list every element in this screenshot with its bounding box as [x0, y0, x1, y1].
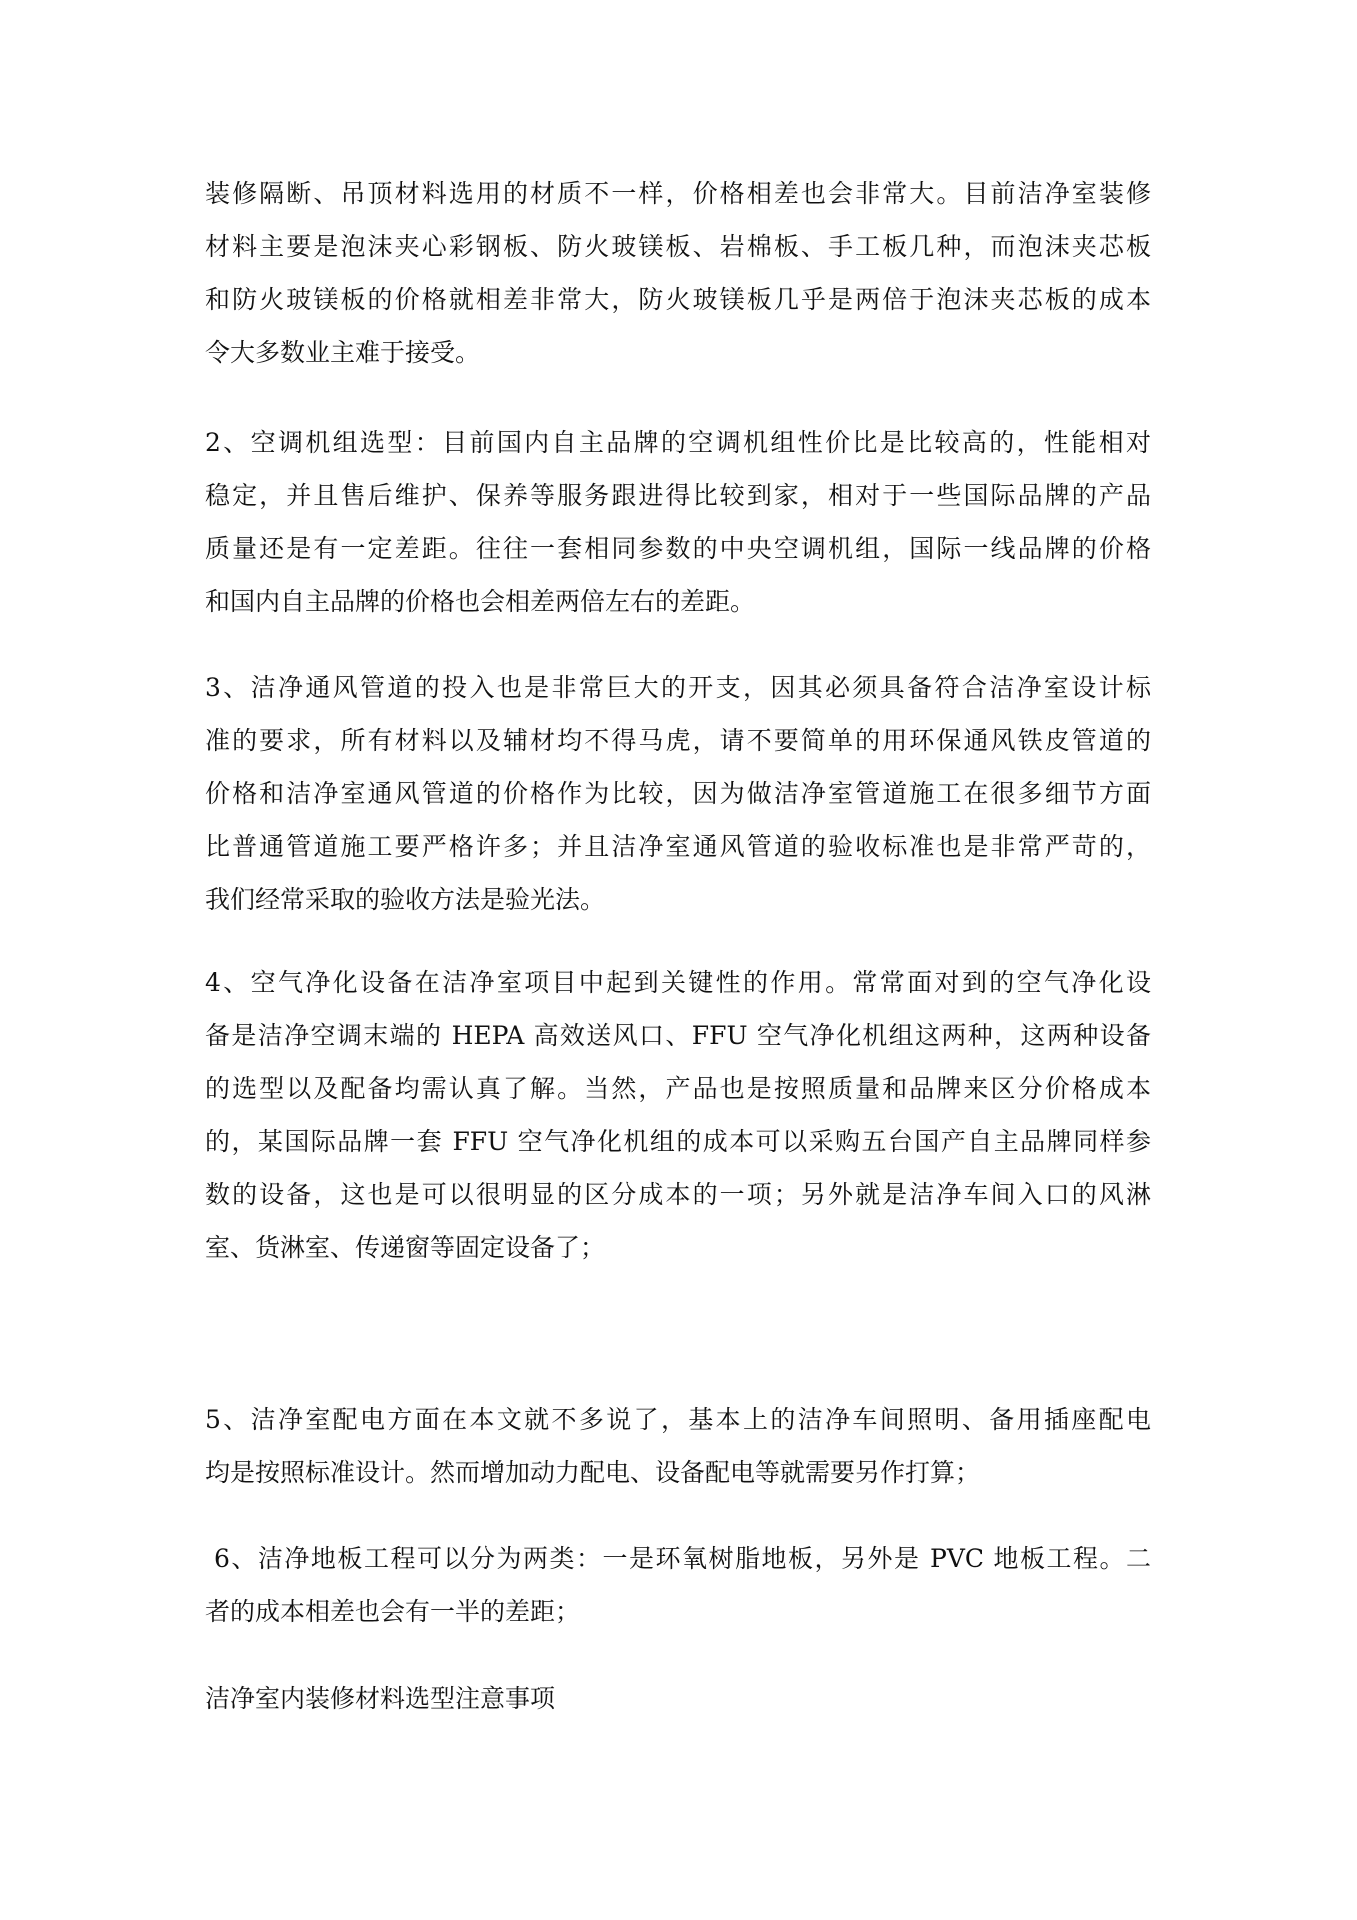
paragraph-line: 和国内自主品牌的价格也会相差两倍左右的差距。: [205, 587, 756, 616]
paragraph-line: 和防火玻镁板的价格就相差非常大，防火玻镁板几乎是两倍于泡沫夹芯板的成本: [205, 285, 1151, 314]
section-heading: [205, 1672, 1151, 1725]
paragraph-line: 者的成本相差也会有一半的差距；: [205, 1597, 581, 1626]
paragraph-intro-partition: [205, 167, 1151, 379]
paragraph-line: 稳定，并且售后维护、保养等服务跟进得比较到家，相对于一些国际品牌的产品: [205, 481, 1151, 510]
paragraph-line: 备是洁净空调末端的 HEPA 高效送风口、FFU 空气净化机组这两种，这两种设备: [205, 1021, 1151, 1050]
paragraph-item-6-flooring: [205, 1532, 1151, 1638]
paragraph-line: 数的设备，这也是可以很明显的区分成本的一项；另外就是洁净车间入口的风淋: [205, 1180, 1151, 1209]
paragraph-line: 的，某国际品牌一套 FFU 空气净化机组的成本可以采购五台国产自主品牌同样参: [205, 1127, 1151, 1156]
paragraph-line: 均是按照标准设计。然而增加动力配电、设备配电等就需要另作打算；: [205, 1458, 981, 1487]
paragraph-line: 6、洁净地板工程可以分为两类：一是环氧树脂地板，另外是 PVC 地板工程。二: [214, 1544, 1151, 1573]
paragraph-line: 价格和洁净室通风管道的价格作为比较，因为做洁净室管道施工在很多细节方面: [205, 779, 1151, 808]
paragraph-line: 装修隔断、吊顶材料选用的材质不一样，价格相差也会非常大。目前洁净室装修: [205, 179, 1151, 208]
paragraph-line: 质量还是有一定差距。往往一套相同参数的中央空调机组，国际一线品牌的价格: [205, 534, 1151, 563]
paragraph-item-2-ac-units: [205, 416, 1151, 628]
paragraph-line: 的选型以及配备均需认真了解。当然，产品也是按照质量和品牌来区分价格成本: [205, 1074, 1151, 1103]
paragraph-line: 比普通管道施工要严格许多；并且洁净室通风管道的验收标准也是非常严苛的，: [205, 832, 1151, 861]
paragraph-line: 准的要求，所有材料以及辅材均不得马虎，请不要简单的用环保通风铁皮管道的: [205, 726, 1151, 755]
paragraph-item-4-air-purification: [205, 956, 1151, 1274]
section-heading-text: 洁净室内装修材料选型注意事项: [205, 1684, 556, 1713]
paragraph-line: 5、洁净室配电方面在本文就不多说了，基本上的洁净车间照明、备用插座配电: [205, 1405, 1151, 1434]
paragraph-line: 2、空调机组选型：目前国内自主品牌的空调机组性价比是比较高的，性能相对: [205, 428, 1151, 457]
paragraph-line: 室、货淋室、传递窗等固定设备了；: [205, 1233, 606, 1262]
paragraph-item-5-power: [205, 1393, 1151, 1499]
paragraph-line: 3、洁净通风管道的投入也是非常巨大的开支，因其必须具备符合洁净室设计标: [205, 673, 1151, 702]
paragraph-line: 材料主要是泡沫夹心彩钢板、防火玻镁板、岩棉板、手工板几种，而泡沫夹芯板: [205, 232, 1151, 261]
paragraph-line: 令大多数业主难于接受。: [205, 338, 481, 367]
paragraph-line: 我们经常采取的验收方法是验光法。: [205, 885, 606, 914]
paragraph-line: 4、空气净化设备在洁净室项目中起到关键性的作用。常常面对到的空气净化设: [205, 968, 1151, 997]
paragraph-item-3-ducts: [205, 661, 1151, 926]
